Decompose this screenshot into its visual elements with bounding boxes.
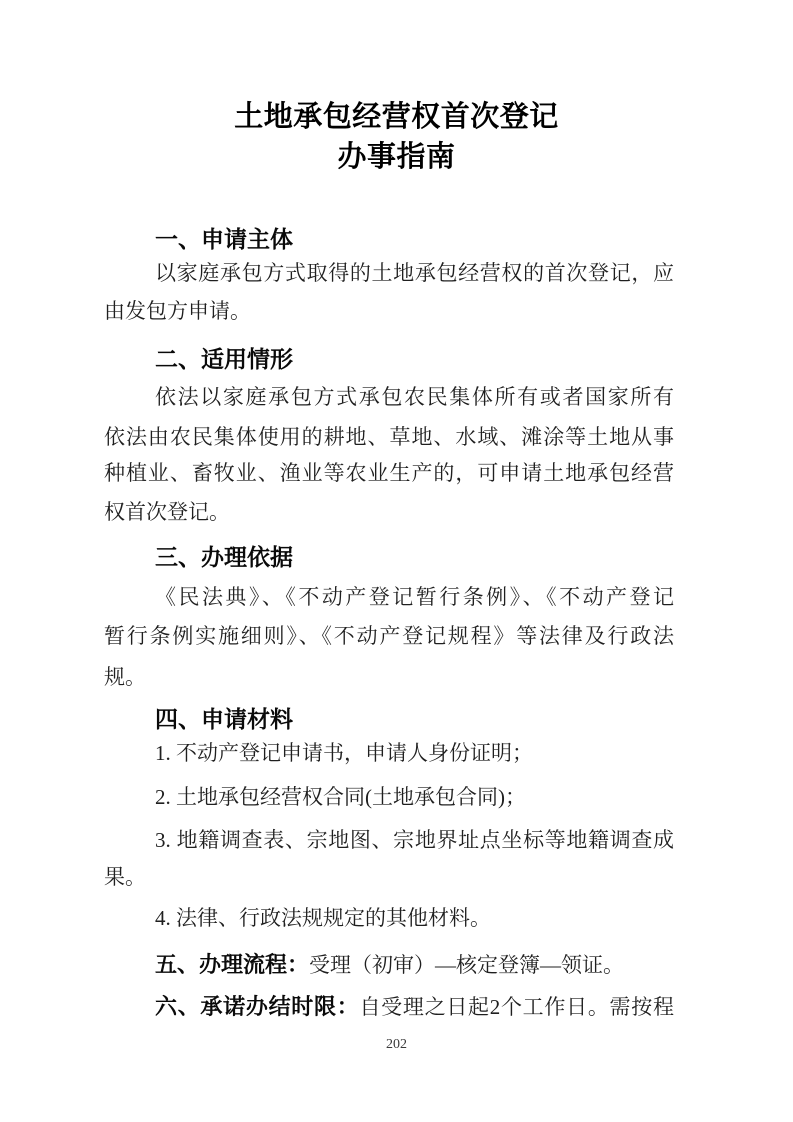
section-6-body: 自受理之日起2个工作日。需按程 bbox=[359, 995, 674, 1019]
section-2-line-4: 权首次登记。 bbox=[104, 500, 230, 524]
page-number: 202 bbox=[386, 1037, 407, 1052]
section-3-line-1: 《民法典》、《不动产登记暂行条例》、《不动产登记 bbox=[155, 585, 674, 609]
section-1-heading: 一、申请主体 bbox=[155, 226, 293, 252]
section-2-line-1: 依法以家庭承包方式承包农民集体所有或者国家所有 bbox=[155, 385, 674, 409]
section-5-heading: 五、办理流程： bbox=[155, 952, 310, 977]
document-title-line-1: 土地承包经营权首次登记 bbox=[234, 101, 559, 133]
section-2-line-3: 种植业、畜牧业、渔业等农业生产的，可申请土地承包经营 bbox=[104, 461, 674, 485]
section-1-line-1: 以家庭承包方式取得的土地承包经营权的首次登记，应 bbox=[155, 261, 674, 285]
section-3-heading: 三、办理依据 bbox=[155, 544, 293, 570]
section-4-item-3-line-1: 3. 地籍调查表、宗地图、宗地界址点坐标等地籍调查成 bbox=[155, 828, 674, 852]
section-4-heading: 四、申请材料 bbox=[155, 706, 293, 732]
section-4-item-4: 4. 法律、行政法规规定的其他材料。 bbox=[155, 906, 491, 930]
document-title-line-2: 办事指南 bbox=[337, 141, 456, 173]
section-2-line-2: 依法由农民集体使用的耕地、草地、水域、滩涂等土地从事 bbox=[104, 425, 674, 449]
section-5-body: 受理（初审）—核定登簿—领证。 bbox=[309, 953, 625, 977]
section-3-line-3: 规。 bbox=[104, 665, 146, 689]
section-6-line bbox=[104, 987, 674, 1027]
section-5-line bbox=[104, 945, 674, 985]
section-2-heading: 二、适用情形 bbox=[155, 346, 293, 372]
section-4-item-3-line-2: 果。 bbox=[104, 865, 146, 889]
section-1-line-2: 由发包方申请。 bbox=[104, 299, 251, 323]
section-6-heading: 六、承诺办结时限： bbox=[155, 994, 360, 1019]
section-3-line-2: 暂行条例实施细则》、《不动产登记规程》等法律及行政法 bbox=[104, 624, 674, 648]
section-4-item-1: 1. 不动产登记申请书，申请人身份证明； bbox=[155, 741, 533, 765]
section-4-item-2: 2. 土地承包经营权合同(土地承包合同)； bbox=[155, 785, 526, 809]
